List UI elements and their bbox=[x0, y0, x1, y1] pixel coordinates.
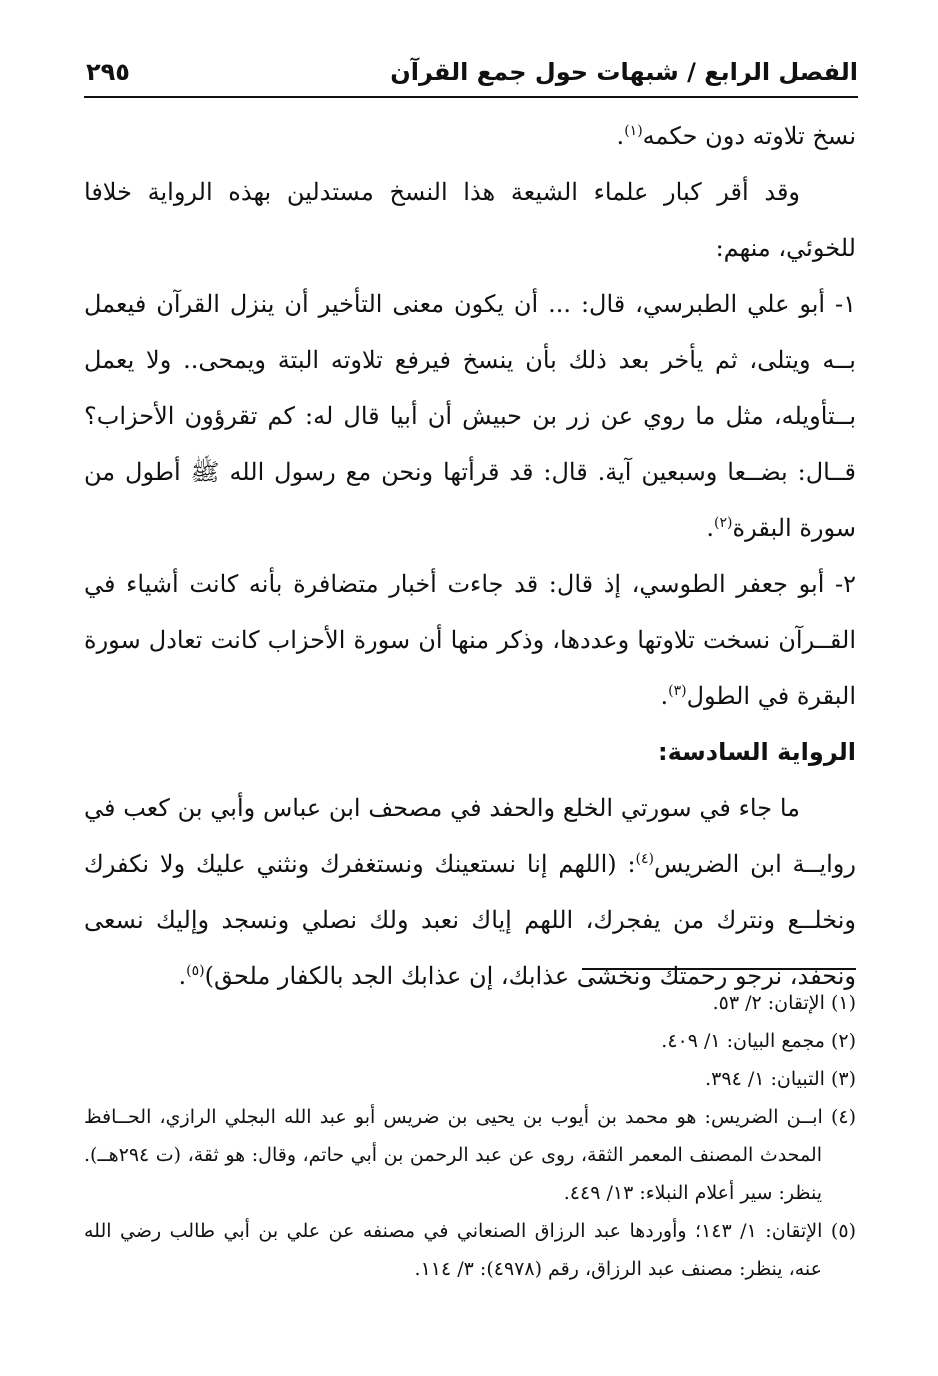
footnotes bbox=[84, 984, 856, 1288]
paragraph-5-end: . bbox=[178, 962, 187, 990]
paragraph-3-text: ١- أبو علي الطبرسي، قال: ... أن يكون معنى التأخير أن ينزل القرآن فيعمل بــه ويتلى، ثم يأخر بعد ذلك بأن ينسخ فيرفع تلاوته البتة ويمحى.. ولا يعمل بــتأويله، مثل ما روي عن زر بن حبيش أن أبيا قال له: كم تقرؤون الأحزاب؟ قــال: بضــعا وسبعين آية. قال: قد قرأتها ونحن مع رسول الله ﷺ أطول من سورة البقرة bbox=[84, 290, 857, 542]
paragraph-2: وقد أقر كبار علماء الشيعة هذا النسخ مستدلين بهذه الرواية خلافا للخوئي، منهم: bbox=[84, 178, 856, 262]
footnote-5: (٥) الإتقان: ١/ ١٤٣؛ وأوردها عبد الرزاق الصنعاني في مصنفه عن علي بن أبي طالب رضي الله عنه، ينظر: مصنف عبد الرزاق، رقم (٤٩٧٨): ٣/ ١١٤. bbox=[84, 1220, 856, 1280]
section-heading: الرواية السادسة: bbox=[658, 738, 856, 766]
footnote-separator bbox=[582, 968, 856, 970]
paragraph-4 bbox=[84, 556, 856, 724]
footnote-3: (٣) التبيان: ١/ ٣٩٤. bbox=[705, 1068, 856, 1090]
header-rule bbox=[84, 96, 858, 98]
footnote-2: (٢) مجمع البيان: ١/ ٤٠٩. bbox=[661, 1030, 856, 1052]
paragraph-1-end: . bbox=[616, 122, 625, 150]
paragraph-5 bbox=[84, 780, 856, 1004]
footnote-ref-3: (٣) bbox=[668, 683, 687, 699]
footnote-ref-5: (٥) bbox=[186, 963, 205, 979]
paragraph-1-text: نسخ تلاوته دون حكمه bbox=[642, 122, 856, 150]
main-text bbox=[84, 108, 856, 1004]
running-header bbox=[84, 54, 858, 94]
footnote-ref-1: (١) bbox=[624, 123, 643, 139]
chapter-title: الفصل الرابع / شبهات حول جمع القرآن bbox=[390, 58, 858, 86]
footnote-1: (١) الإتقان: ٢/ ٥٣. bbox=[712, 992, 856, 1014]
paragraph-3 bbox=[84, 276, 856, 556]
page-number: ٢٩٥ bbox=[86, 58, 130, 86]
paragraph-4-end: . bbox=[660, 682, 669, 710]
footnote-ref-2: (٢) bbox=[714, 515, 733, 531]
paragraph-5-text-b: : (اللهم إنا نستعينك ونستغفرك ونثني عليك ولا نكفرك ونخلــع ونترك من يفجرك، اللهم إياك نعبد ولك نصلي ونسجد وإليك نسعى ونحفد، نرجو رحمتك ونخشى عذابك، إن عذابك الجد بالكفار ملحق) bbox=[84, 850, 856, 990]
paragraph-1 bbox=[84, 108, 856, 164]
paragraph-4-text: ٢- أبو جعفر الطوسي، إذ قال: قد جاءت أخبار متضافرة بأنه كانت أشياء في القــرآن نسخت تلاوتها وعددها، وذكر منها أن سورة الأحزاب كانت تعادل سورة البقرة في الطول bbox=[84, 570, 856, 710]
footnote-4: (٤) ابــن الضريس: هو محمد بن أيوب بن يحيى بن ضريس أبو عبد الله البجلي الرازي، الحــافظ المحدث المصنف المعمر الثقة، روى عن عبد الرحمن بن أبي حاتم، وقال: هو ثقة، (ت ٢٩٤هــ). ينظر: سير أعلام النبلاء: ١٣/ ٤٤٩. bbox=[84, 1106, 856, 1204]
paragraph-3-end: . bbox=[706, 514, 715, 542]
footnote-ref-4: (٤) bbox=[635, 851, 655, 867]
paragraph-5-text-a: ما جاء في سورتي الخلع والحفد في مصحف ابن عباس وأبي بن كعب في روايــة ابن الضريس bbox=[84, 794, 856, 878]
